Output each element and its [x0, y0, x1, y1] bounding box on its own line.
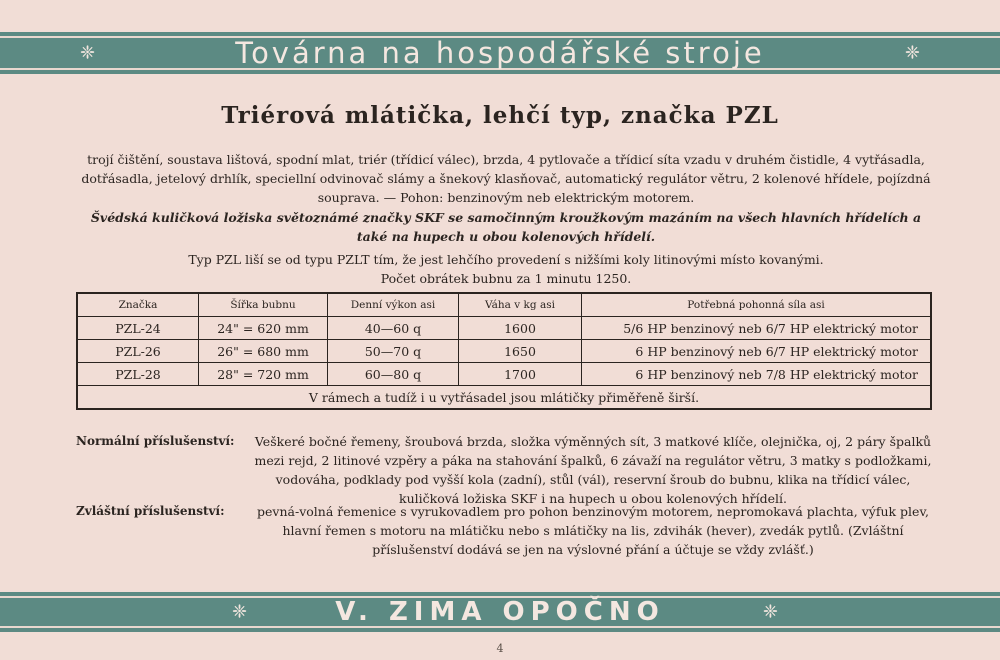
- column-header: Váha v kg asi: [459, 293, 582, 317]
- table-footnote: V rámech a tudíž i u vytřásadel jsou mlátičky přiměřeně širší.: [77, 386, 931, 410]
- company-title: Továrna na hospodářské stroje: [235, 36, 765, 70]
- description-paragraph: trojí čištění, soustava lištová, spodní mlat, triér (třídicí válec), brzda, 4 pytlovače a třídicí síta vzadu v druhém čistidle, 4 vytřásadla, dotřásadla, jetelový drhlík, speciellní odvinovač slámy a šnekový klasňovač, automatický regulátor větru, 2 kolenové hřídele, pojízdná souprava. — Pohon: benzinovým neb elektrickým motorem.: [81, 152, 931, 205]
- table-cell: PZL-26: [77, 340, 199, 363]
- table-cell: 1650: [459, 340, 582, 363]
- column-header: Potřebná pohonná síla asi: [582, 293, 932, 317]
- table-cell: 1600: [459, 317, 582, 340]
- spec-table: [76, 292, 932, 410]
- company-signature: V. ZIMA OPOČNO: [335, 597, 665, 627]
- table-cell: 28" = 720 mm: [199, 363, 328, 386]
- type-note: [76, 250, 936, 288]
- column-header: Šířka bubnu: [199, 293, 328, 317]
- ornament-icon: ❈: [904, 42, 920, 64]
- special-accessories: [76, 502, 936, 559]
- ornament-icon: ❈: [232, 601, 248, 623]
- ornament-icon: ❈: [762, 601, 778, 623]
- table-cell: 40—60 q: [328, 317, 459, 340]
- table-cell: 24" = 620 mm: [199, 317, 328, 340]
- header-band: [0, 36, 1000, 70]
- normal-accessories-text: Veškeré bočné řemeny, šroubová brzda, složka výměnných sít, 3 matkové klíče, olejnička, oj, 2 páry špalků mezi rejd, 2 litinové vzpěry a páka na stahování špalků, 6 závaží na regulátor větru, 3 matky s podložkami, vodováha, podklady pod vyšší kola (zadní), stůl (vál), reservní šroub do bubnu, klika na třídicí válec, kuličková ložiska SKF i na hupech u obou kolenových hřídelí.: [254, 434, 932, 506]
- ornament-icon: ❈: [80, 42, 96, 64]
- drum-speed-line: Počet obrátek bubnu za 1 minutu 1250.: [380, 271, 632, 286]
- table-row: [77, 340, 931, 363]
- special-accessories-text: pevná-volná řemenice s vyrukovadlem pro pohon benzinovým motorem, nepromokavá plachta, výfuk plev, hlavní řemen s motoru na mlátičku nebo s mlátičky na lis, zdvihák (hever), zvedák pytlů. (Zvláštní příslušenství dodává se jen na výslovné přání a účtuje se vždy zvlášť.): [257, 504, 929, 557]
- table-cell: 6 HP benzinový neb 6/7 HP elektrický motor: [582, 340, 932, 363]
- table-row: [77, 363, 931, 386]
- table-cell: PZL-28: [77, 363, 199, 386]
- table-cell: 1700: [459, 363, 582, 386]
- normal-accessories-label: Normální příslušenství:: [76, 434, 235, 448]
- table-cell: 26" = 680 mm: [199, 340, 328, 363]
- table-cell: 5/6 HP benzinový neb 6/7 HP elektrický motor: [582, 317, 932, 340]
- table-header-row: [77, 293, 931, 317]
- bearings-paragraph: Švédská kuličková ložiska světoznámé značky SKF se samočinným kroužkovým mazáním na všech hlavních hřídelích a také na hupech u obou kolenových hřídelí.: [90, 210, 922, 244]
- table-cell: 60—80 q: [328, 363, 459, 386]
- table-cell: 50—70 q: [328, 340, 459, 363]
- footer-band: [0, 596, 1000, 628]
- special-accessories-label: Zvláštní příslušenství:: [76, 504, 225, 518]
- table-row: [77, 317, 931, 340]
- column-header: Denní výkon asi: [328, 293, 459, 317]
- table-cell: 6 HP benzinový neb 7/8 HP elektrický motor: [582, 363, 932, 386]
- page-number: 4: [496, 642, 504, 655]
- type-note-line: Typ PZL liší se od typu PZLT tím, že jest lehčího provedení s nižšími koly litinovými místo kovanými.: [188, 252, 824, 267]
- normal-accessories: [76, 432, 936, 508]
- table-footnote-row: [77, 386, 931, 410]
- page-title: Triérová mlátička, lehčí typ, značka PZL: [221, 102, 779, 129]
- column-header: Značka: [77, 293, 199, 317]
- table-cell: PZL-24: [77, 317, 199, 340]
